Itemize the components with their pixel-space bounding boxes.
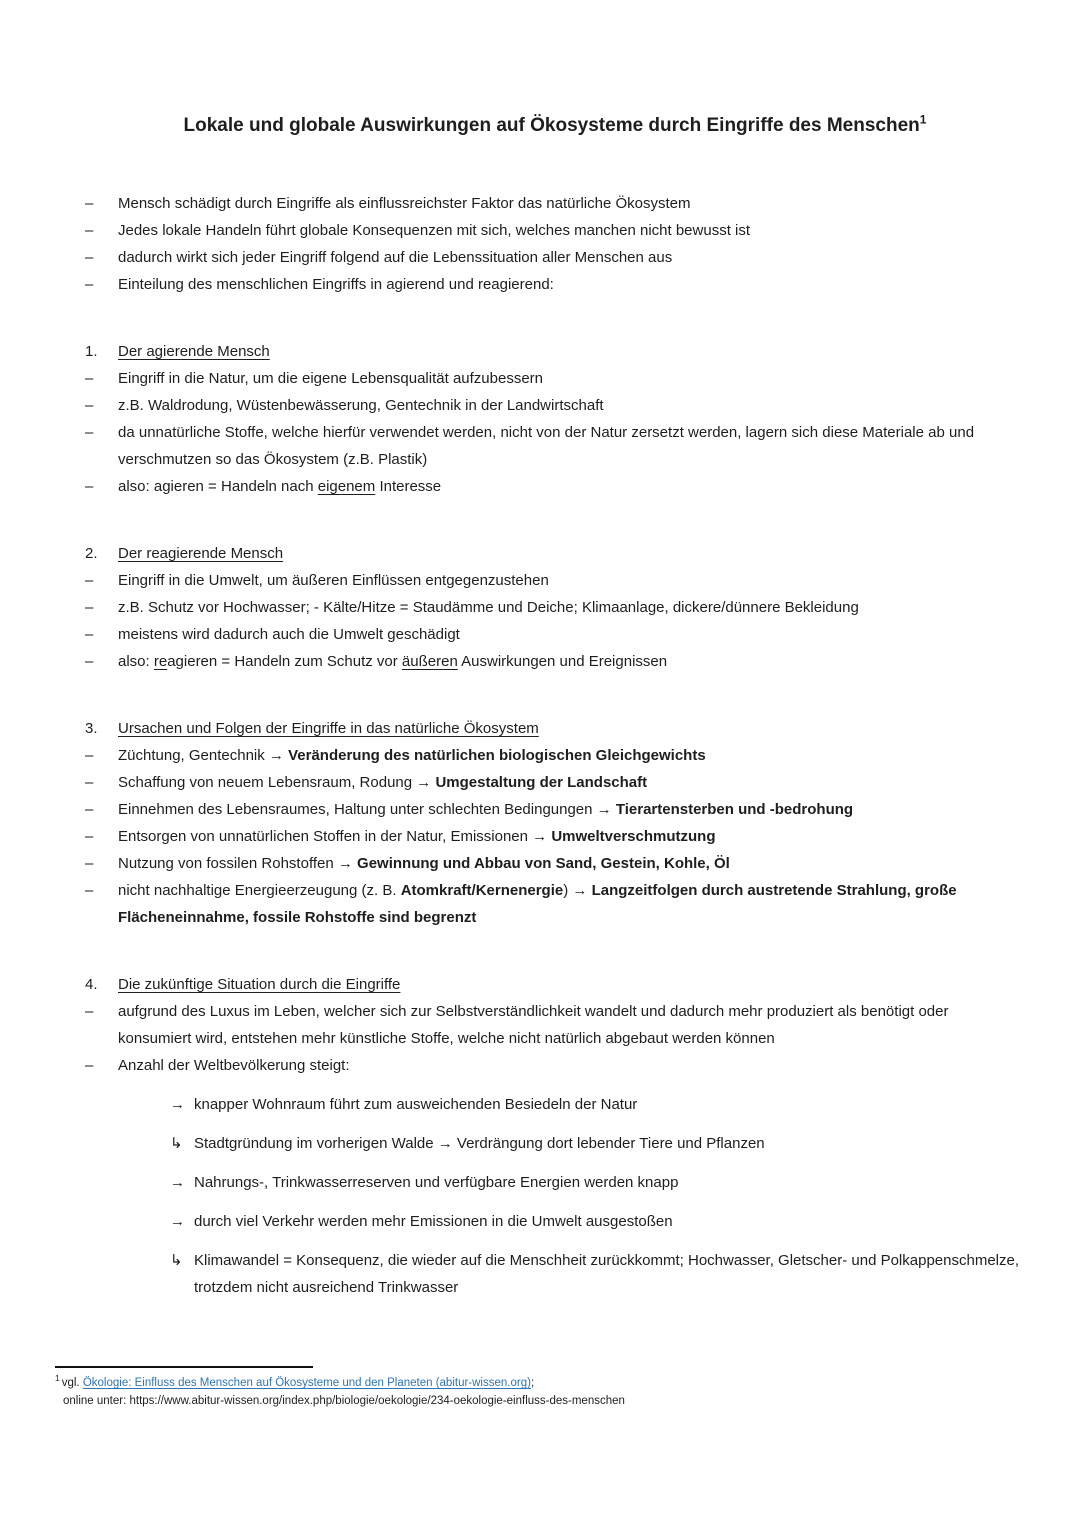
text-segment: knapper Wohnraum führt zum ausweichenden Besiedeln der Natur (194, 1096, 638, 1113)
list-item (85, 1052, 1025, 1079)
footnote-prefix: vgl. (61, 1377, 83, 1389)
item-text (118, 621, 1025, 648)
footnote-line-1 (55, 1374, 755, 1392)
list-item (85, 190, 1025, 217)
item-text (118, 419, 1025, 473)
text-segment: äußeren (401, 653, 458, 670)
section (85, 540, 1025, 675)
item-text (194, 1091, 1025, 1118)
sub-list-item (85, 1208, 1025, 1235)
footnote (55, 1366, 755, 1410)
text-segment: Einnehmen des Lebensraumes, Haltung unter schlechten Bedingungen → (118, 801, 616, 818)
sections (85, 338, 1025, 1301)
dash-bullet: – (85, 828, 94, 845)
footnote-marker: 1 (55, 1373, 60, 1384)
item-text (118, 392, 1025, 419)
item-text (118, 594, 1025, 621)
text-segment: nicht nachhaltige Energieerzeugung (z. B. (118, 882, 401, 899)
text-segment: Züchtung, Gentechnik → (118, 747, 289, 764)
dash-bullet: – (85, 774, 94, 791)
text-segment: Eingriff in die Umwelt, um äußeren Einflüssen entgegenzustehen (118, 572, 549, 589)
list-item (85, 648, 1025, 675)
footnote-suffix: ; (530, 1377, 535, 1389)
section-number: 3. (85, 720, 98, 737)
arrow-marker: ↳ (170, 1252, 183, 1269)
text-segment: Anzahl der Weltbevölkerung steigt: (118, 1057, 350, 1074)
item-text (118, 567, 1025, 594)
text-segment: durch viel Verkehr werden mehr Emissionen in die Umwelt ausgestoßen (194, 1213, 673, 1230)
text-segment: Nahrungs-, Trinkwasserreserven und verfügbare Energien werden knapp (194, 1174, 679, 1191)
list-item (85, 877, 1025, 931)
dash-bullet: – (85, 882, 94, 899)
list-item (85, 271, 1025, 298)
sub-list-item (85, 1130, 1025, 1157)
text-segment: dadurch wirkt sich jeder Eingriff folgend auf die Lebenssituation aller Menschen aus (118, 249, 673, 266)
item-text (118, 217, 1025, 244)
text-segment: eigenem (317, 478, 376, 495)
text-segment: Atomkraft/Kernenergie (400, 882, 564, 899)
dash-bullet: – (85, 599, 94, 616)
list-item (85, 823, 1025, 850)
text-segment: ) → (563, 882, 592, 899)
text-segment: z.B. Schutz vor Hochwasser; - Kälte/Hitze = Staudämme und Deiche; Klimaanlage, dickere/dünnere Bekleidung (118, 599, 859, 616)
dash-bullet: – (85, 249, 94, 266)
section-heading-text: Ursachen und Folgen der Eingriffe in das natürliche Ökosystem (118, 720, 539, 737)
item-text (118, 742, 1025, 769)
section-heading-text: Die zukünftige Situation durch die Eingriffe (118, 976, 401, 993)
text-segment: Stadtgründung im vorherigen Walde → Verdrängung dort lebender Tiere und Pflanzen (194, 1135, 765, 1152)
text-segment: aufgrund des Luxus im Leben, welcher sich zur Selbstverständlichkeit wandelt und dadurch mehr produziert als benötigt oder konsumiert wird, entstehen mehr künstliche Stoffe, welche nicht natürlich abgebaut werden können (118, 1003, 949, 1047)
item-text (118, 998, 1025, 1052)
dash-bullet: – (85, 653, 94, 670)
dash-bullet: – (85, 1057, 94, 1074)
item-text (118, 850, 1025, 877)
list-item (85, 769, 1025, 796)
section-heading (85, 971, 1025, 998)
text-segment: Mensch schädigt durch Eingriffe als einflussreichster Faktor das natürliche Ökosystem (118, 195, 691, 212)
dash-bullet: – (85, 222, 94, 239)
dash-bullet: – (85, 424, 94, 441)
text-segment: also: agieren = Handeln nach (118, 478, 318, 495)
text-segment: Auswirkungen und Ereignissen (457, 653, 668, 670)
item-text (194, 1130, 1025, 1157)
section-heading (85, 540, 1025, 567)
list-item (85, 392, 1025, 419)
dash-bullet: – (85, 195, 94, 212)
section (85, 338, 1025, 500)
dash-bullet: – (85, 855, 94, 872)
text-segment: Veränderung des natürlichen biologischen Gleichgewichts (288, 747, 706, 764)
sub-list-item (85, 1091, 1025, 1118)
list-item (85, 567, 1025, 594)
page-title (85, 112, 1025, 140)
item-text (194, 1169, 1025, 1196)
text-segment: Tierartensterben und -bedrohung (615, 801, 854, 818)
list-item (85, 365, 1025, 392)
dash-bullet: – (85, 747, 94, 764)
item-text (118, 796, 1025, 823)
section-number: 4. (85, 976, 98, 993)
section-heading (85, 715, 1025, 742)
dash-bullet: – (85, 397, 94, 414)
text-segment: Langzeitfolgen durch austretende Strahlung, große Flächeneinnahme, fossile Rohstoffe sind begrenzt (118, 882, 957, 926)
item-text (194, 1208, 1025, 1235)
section-heading-text: Der reagierende Mensch (118, 545, 284, 562)
footnote-link[interactable]: Ökologie: Einfluss des Menschen auf Ökosysteme und den Planeten (abitur-wissen.org) (82, 1377, 531, 1389)
dash-bullet: – (85, 626, 94, 643)
item-text (118, 648, 1025, 675)
text-segment: Entsorgen von unnatürlichen Stoffen in der Natur, Emissionen → (118, 828, 552, 845)
footnote-separator (55, 1366, 313, 1368)
section-number: 2. (85, 545, 98, 562)
list-item (85, 796, 1025, 823)
dash-bullet: – (85, 1003, 94, 1020)
item-text (118, 823, 1025, 850)
text-segment: also: (118, 653, 154, 670)
arrow-marker: → (170, 1213, 185, 1230)
intro-list (85, 190, 1025, 298)
list-item (85, 244, 1025, 271)
footnote-line-2: online unter: https://www.abitur-wissen.org/index.php/biologie/oekologie/234-oekologie-einfluss-des-menschen (63, 1395, 625, 1407)
text-segment: Umweltverschmutzung (551, 828, 716, 845)
sub-list-item (85, 1247, 1025, 1301)
item-text (118, 1052, 1025, 1079)
item-text (118, 769, 1025, 796)
sub-list-item (85, 1169, 1025, 1196)
page-title-text: Lokale und globale Auswirkungen auf Ökosysteme durch Eingriffe des Menschen (183, 115, 920, 136)
list-item (85, 473, 1025, 500)
title-footnote-ref: 1 (919, 112, 927, 127)
arrow-marker: → (170, 1096, 185, 1113)
text-segment: Schaffung von neuem Lebensraum, Rodung → (118, 774, 436, 791)
dash-bullet: – (85, 478, 94, 495)
list-item (85, 998, 1025, 1052)
arrow-marker: → (170, 1174, 185, 1191)
arrow-marker: ↳ (170, 1135, 183, 1152)
text-segment: Interesse (375, 478, 442, 495)
text-segment: Gewinnung und Abbau von Sand, Gestein, Kohle, Öl (357, 855, 730, 872)
item-text (194, 1247, 1025, 1301)
text-segment: Eingriff in die Natur, um die eigene Lebensqualität aufzubessern (118, 370, 544, 387)
list-item (85, 850, 1025, 877)
text-segment: Klimawandel = Konsequenz, die wieder auf die Menschheit zurückkommt; Hochwasser, Gletscher- und Polkappenschmelze, trotzdem nicht ausreichend Trinkwasser (194, 1252, 1019, 1296)
text-segment: meistens wird dadurch auch die Umwelt geschädigt (118, 626, 460, 643)
list-item (85, 419, 1025, 473)
section (85, 971, 1025, 1301)
text-segment: Einteilung des menschlichen Eingriffs in agierend und reagierend: (118, 276, 554, 293)
list-item (85, 217, 1025, 244)
dash-bullet: – (85, 801, 94, 818)
item-text (118, 365, 1025, 392)
section-heading (85, 338, 1025, 365)
section (85, 715, 1025, 931)
text-segment: da unnatürliche Stoffe, welche hierfür verwendet werden, nicht von der Natur zersetzt werden, lagern sich diese Materiale ab und verschmutzen so das Ökosystem (z.B. Plastik) (118, 424, 975, 468)
item-text (118, 190, 1025, 217)
list-item (85, 621, 1025, 648)
list-item (85, 594, 1025, 621)
text-segment: Jedes lokale Handeln führt globale Konsequenzen mit sich, welches manchen nicht bewusst ist (118, 222, 751, 239)
list-item (85, 742, 1025, 769)
text-segment: z.B. Waldrodung, Wüstenbewässerung, Gentechnik in der Landwirtschaft (118, 397, 604, 414)
section-heading-text: Der agierende Mensch (118, 343, 270, 360)
item-text (118, 244, 1025, 271)
item-text (118, 877, 1025, 931)
text-segment: re (153, 653, 168, 670)
item-text (118, 271, 1025, 298)
dash-bullet: – (85, 370, 94, 387)
text-segment: Nutzung von fossilen Rohstoffen → (118, 855, 358, 872)
item-text (118, 473, 1025, 500)
dash-bullet: – (85, 572, 94, 589)
text-segment: agieren = Handeln zum Schutz vor (167, 653, 402, 670)
dash-bullet: – (85, 276, 94, 293)
text-segment: Umgestaltung der Landschaft (435, 774, 648, 791)
section-number: 1. (85, 343, 98, 360)
